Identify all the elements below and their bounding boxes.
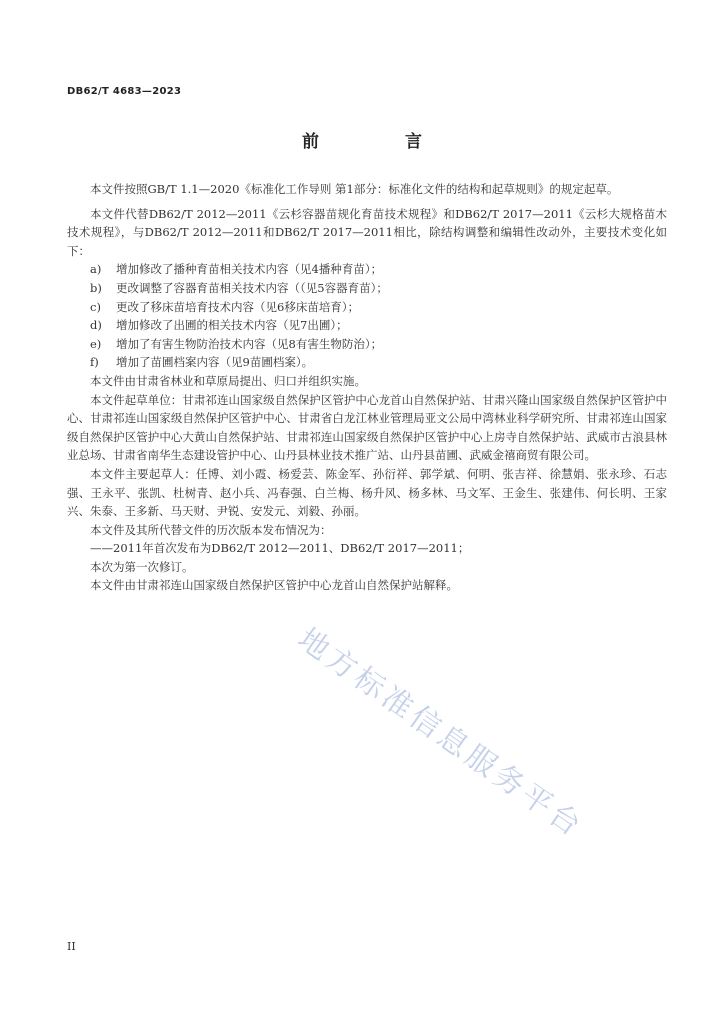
list-marker: c) <box>90 299 101 314</box>
paragraph-history-item: ——2011年首次发布为DB62/T 2012—2011、DB62/T 2017—2011； <box>90 541 470 556</box>
page-number: II <box>67 940 76 953</box>
paragraph-drafting-basis: 本文件按照GB/T 1.1—2020《标准化工作导则 第1部分：标准化文件的结构和起草规则》的规定起草。 <box>90 182 619 196</box>
page-title: 前 言 <box>302 132 462 152</box>
list-marker: f) <box>90 355 99 370</box>
paragraph-drafters: 本文件主要起草人：任博、刘小霞、杨爱芸、陈金军、孙衍祥、郭学斌、何明、张吉祥、徐慧娟、张永珍、石志强、王永平、张凯、杜树青、赵小兵、冯春强、白兰梅、杨升风、杨多林、马文军、王金生、张建伟、何长明、王家兴、朱泰、王多新、马天财、尹锐、安发元、刘毅、孙丽。 <box>67 466 667 519</box>
paragraph-interpreter: 本文件由甘肃祁连山国家级自然保护区管护中心龙首山自然保护站解释。 <box>90 578 458 593</box>
watermark: 地方标准信息服务平台 <box>291 621 590 846</box>
list-item <box>67 353 667 372</box>
list-item <box>67 298 667 317</box>
list-item <box>67 316 667 335</box>
list-text: 更改调整了容器育苗相关技术内容（（见5容器育苗）； <box>116 280 388 295</box>
list-text: 增加了苗圃档案内容（见9苗圃档案）。 <box>116 355 314 370</box>
foreword-body <box>67 180 667 595</box>
list-marker: a) <box>90 262 102 277</box>
paragraph-replacement: 本文件代替DB62/T 2012—2011《云杉容器苗规化育苗技术规程》和DB62/T 2017—2011《云杉大规格苗木技术规程》，与DB62/T 2012—2011和DB62/T 2017—2011相比，除结构调整和编辑性改动外，主要技术变化如下： <box>67 206 667 258</box>
list-item <box>67 260 667 279</box>
paragraph-drafting-units: 本文件起草单位：甘肃祁连山国家级自然保护区管护中心龙首山自然保护站、甘肃兴隆山国家级自然保护区管护中心、甘肃祁连山国家级自然保护区管护中心、甘肃省白龙江林业管理局亚文公局中湾林业科学研究所、甘肃祁连山国家级自然保护区管护中心大黄山自然保护站、甘肃祁连山国家级自然保护区管护中心上房寺自然保护站、武威市古浪县林业总场、甘肃省南华生态建设管护中心、山丹县林业技术推广站、山丹县苗圃、武威金禧商贸有限公司。 <box>67 392 667 463</box>
paragraph-history-intro: 本文件及其所代替文件的历次版本发布情况为： <box>90 522 332 537</box>
list-text: 增加修改了播种育苗相关技术内容（见4播种育苗）； <box>116 262 383 277</box>
list-marker: d) <box>90 318 102 333</box>
paragraph-proposer: 本文件由甘肃省林业和草原局提出、归口并组织实施。 <box>90 373 366 388</box>
list-item <box>67 279 667 298</box>
list-text: 增加了有害生物防治技术内容（见8有害生物防治）； <box>116 336 383 351</box>
paragraph-revision-note: 本次为第一次修订。 <box>90 559 194 574</box>
list-item <box>67 335 667 354</box>
list-marker: e) <box>90 336 102 351</box>
list-text: 更改了移床苗培育技术内容（见6移床苗培育）； <box>116 299 360 314</box>
list-marker: b) <box>90 280 102 295</box>
document-code: DB62/T 4683—2023 <box>67 86 182 97</box>
list-text: 增加修改了出圃的相关技术内容（见7出圃）； <box>116 318 348 333</box>
